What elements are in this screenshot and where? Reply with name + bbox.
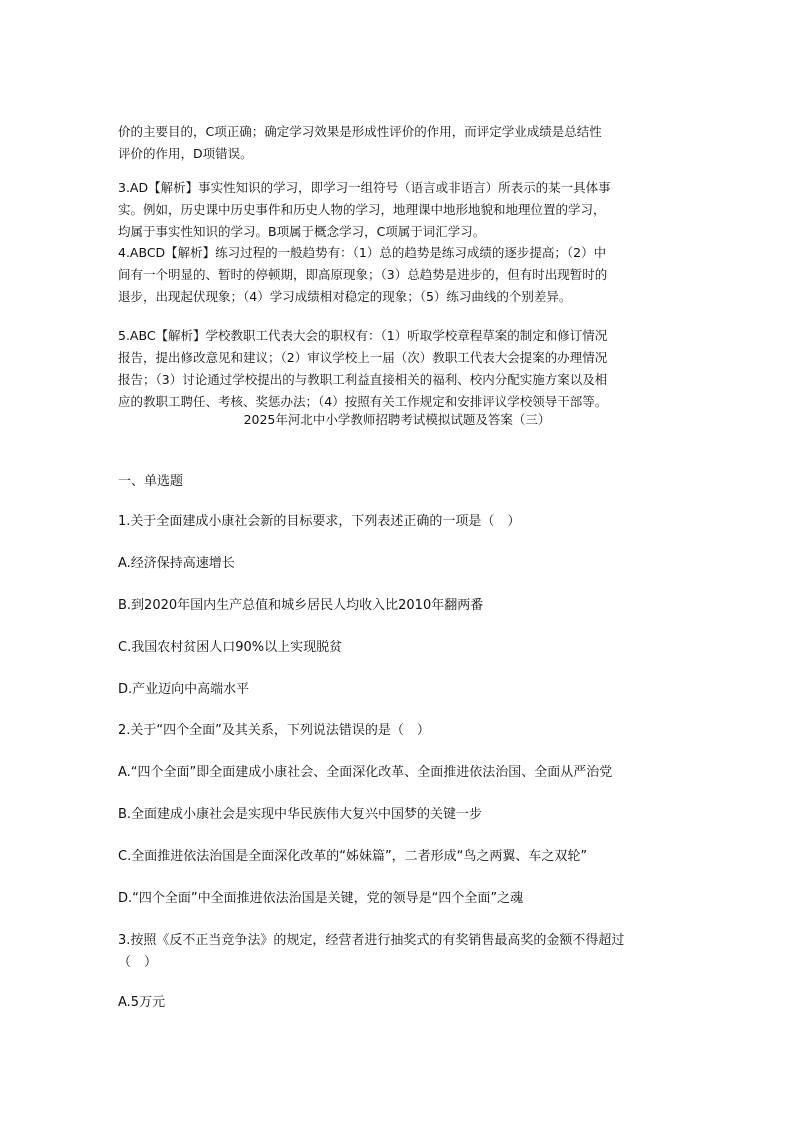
answer-3-line: 均属于事实性知识的学习。B项属于概念学习，C项属于词汇学习。 bbox=[118, 224, 486, 239]
question-3-blank: （ ） bbox=[118, 955, 158, 970]
answer-4-line: 退步，出现起伏现象；（4）学习成绩相对稳定的现象；（5）练习曲线的个别差异。 bbox=[118, 289, 572, 304]
document-title: 2025年河北中小学教师招聘考试模拟试题及答案（三） bbox=[243, 412, 551, 427]
answer-3-line: 实。例如，历史课中历史事件和历史人物的学习，地理课中地形地貌和地理位置的学习， bbox=[118, 202, 606, 217]
option-2d: D.“四个全面”中全面推进依法治国是关键，党的领导是“四个全面”之魂 bbox=[118, 891, 524, 906]
section-heading: 一、单选题 bbox=[118, 474, 184, 489]
answer-3-line: 3.AD【解析】事实性知识的学习，即学习一组符号（语言或非语言）所表示的某一具体事 bbox=[118, 180, 611, 195]
answer-5-line: 报告，提出修改意见和建议；（2）审议学校上一届（次）教职工代表大会提案的办理情况 bbox=[118, 350, 608, 365]
option-2c: C.全面推进依法治国是全面深化改革的“姊妹篇”，二者形成“鸟之两翼、车之双轮” bbox=[118, 849, 588, 864]
question-1: 1.关于全面建成小康社会新的目标要求，下列表述正确的一项是（ ） bbox=[118, 514, 521, 529]
answer-5-line: 5.ABC【解析】学校教职工代表大会的职权有：（1）听取学校章程草案的制定和修订情况 bbox=[118, 328, 608, 343]
option-1d: D.产业迈向中高端水平 bbox=[118, 682, 250, 697]
answer-5-line: 报告；（3）讨论通过学校提出的与教职工利益直接相关的福利、校内分配实施方案以及相 bbox=[118, 372, 608, 387]
answer-2-line: 评价的作用，D项错误。 bbox=[118, 146, 253, 161]
option-1c: C.我国农村贫困人口90%以上实现脱贫 bbox=[118, 640, 343, 655]
answer-4-line: 间有一个明显的、暂时的停顿期，即高原现象；（3）总趋势是进步的，但有时出现暂时的 bbox=[118, 267, 608, 282]
option-3a: A.5万元 bbox=[118, 995, 166, 1010]
question-2: 2.关于“四个全面”及其关系，下列说法错误的是（ ） bbox=[118, 723, 430, 738]
answer-2-line: 价的主要目的，C项正确；确定学习效果是形成性评价的作用，而评定学业成绩是总结性 bbox=[118, 124, 602, 139]
question-3: 3.按照《反不正当竞争法》的规定，经营者进行抽奖式的有奖销售最高奖的金额不得超过 bbox=[118, 933, 625, 948]
option-2a: A.“四个全面”即全面建成小康社会、全面深化改革、全面推进依法治国、全面从严治党 bbox=[118, 765, 613, 780]
answer-4-line: 4.ABCD【解析】练习过程的一般趋势有：（1）总的趋势是练习成绩的逐步提高；（2）中 bbox=[118, 245, 607, 260]
option-1b: B.到2020年国内生产总值和城乡居民人均收入比2010年翻两番 bbox=[118, 598, 484, 613]
answer-5-line: 应的教职工聘任、考核、奖惩办法；（4）按照有关工作规定和安排评议学校领导干部等。 bbox=[118, 394, 608, 409]
option-1a: A.经济保持高速增长 bbox=[118, 556, 235, 571]
option-2b: B.全面建成小康社会是实现中华民族伟大复兴中国梦的关键一步 bbox=[118, 807, 483, 822]
